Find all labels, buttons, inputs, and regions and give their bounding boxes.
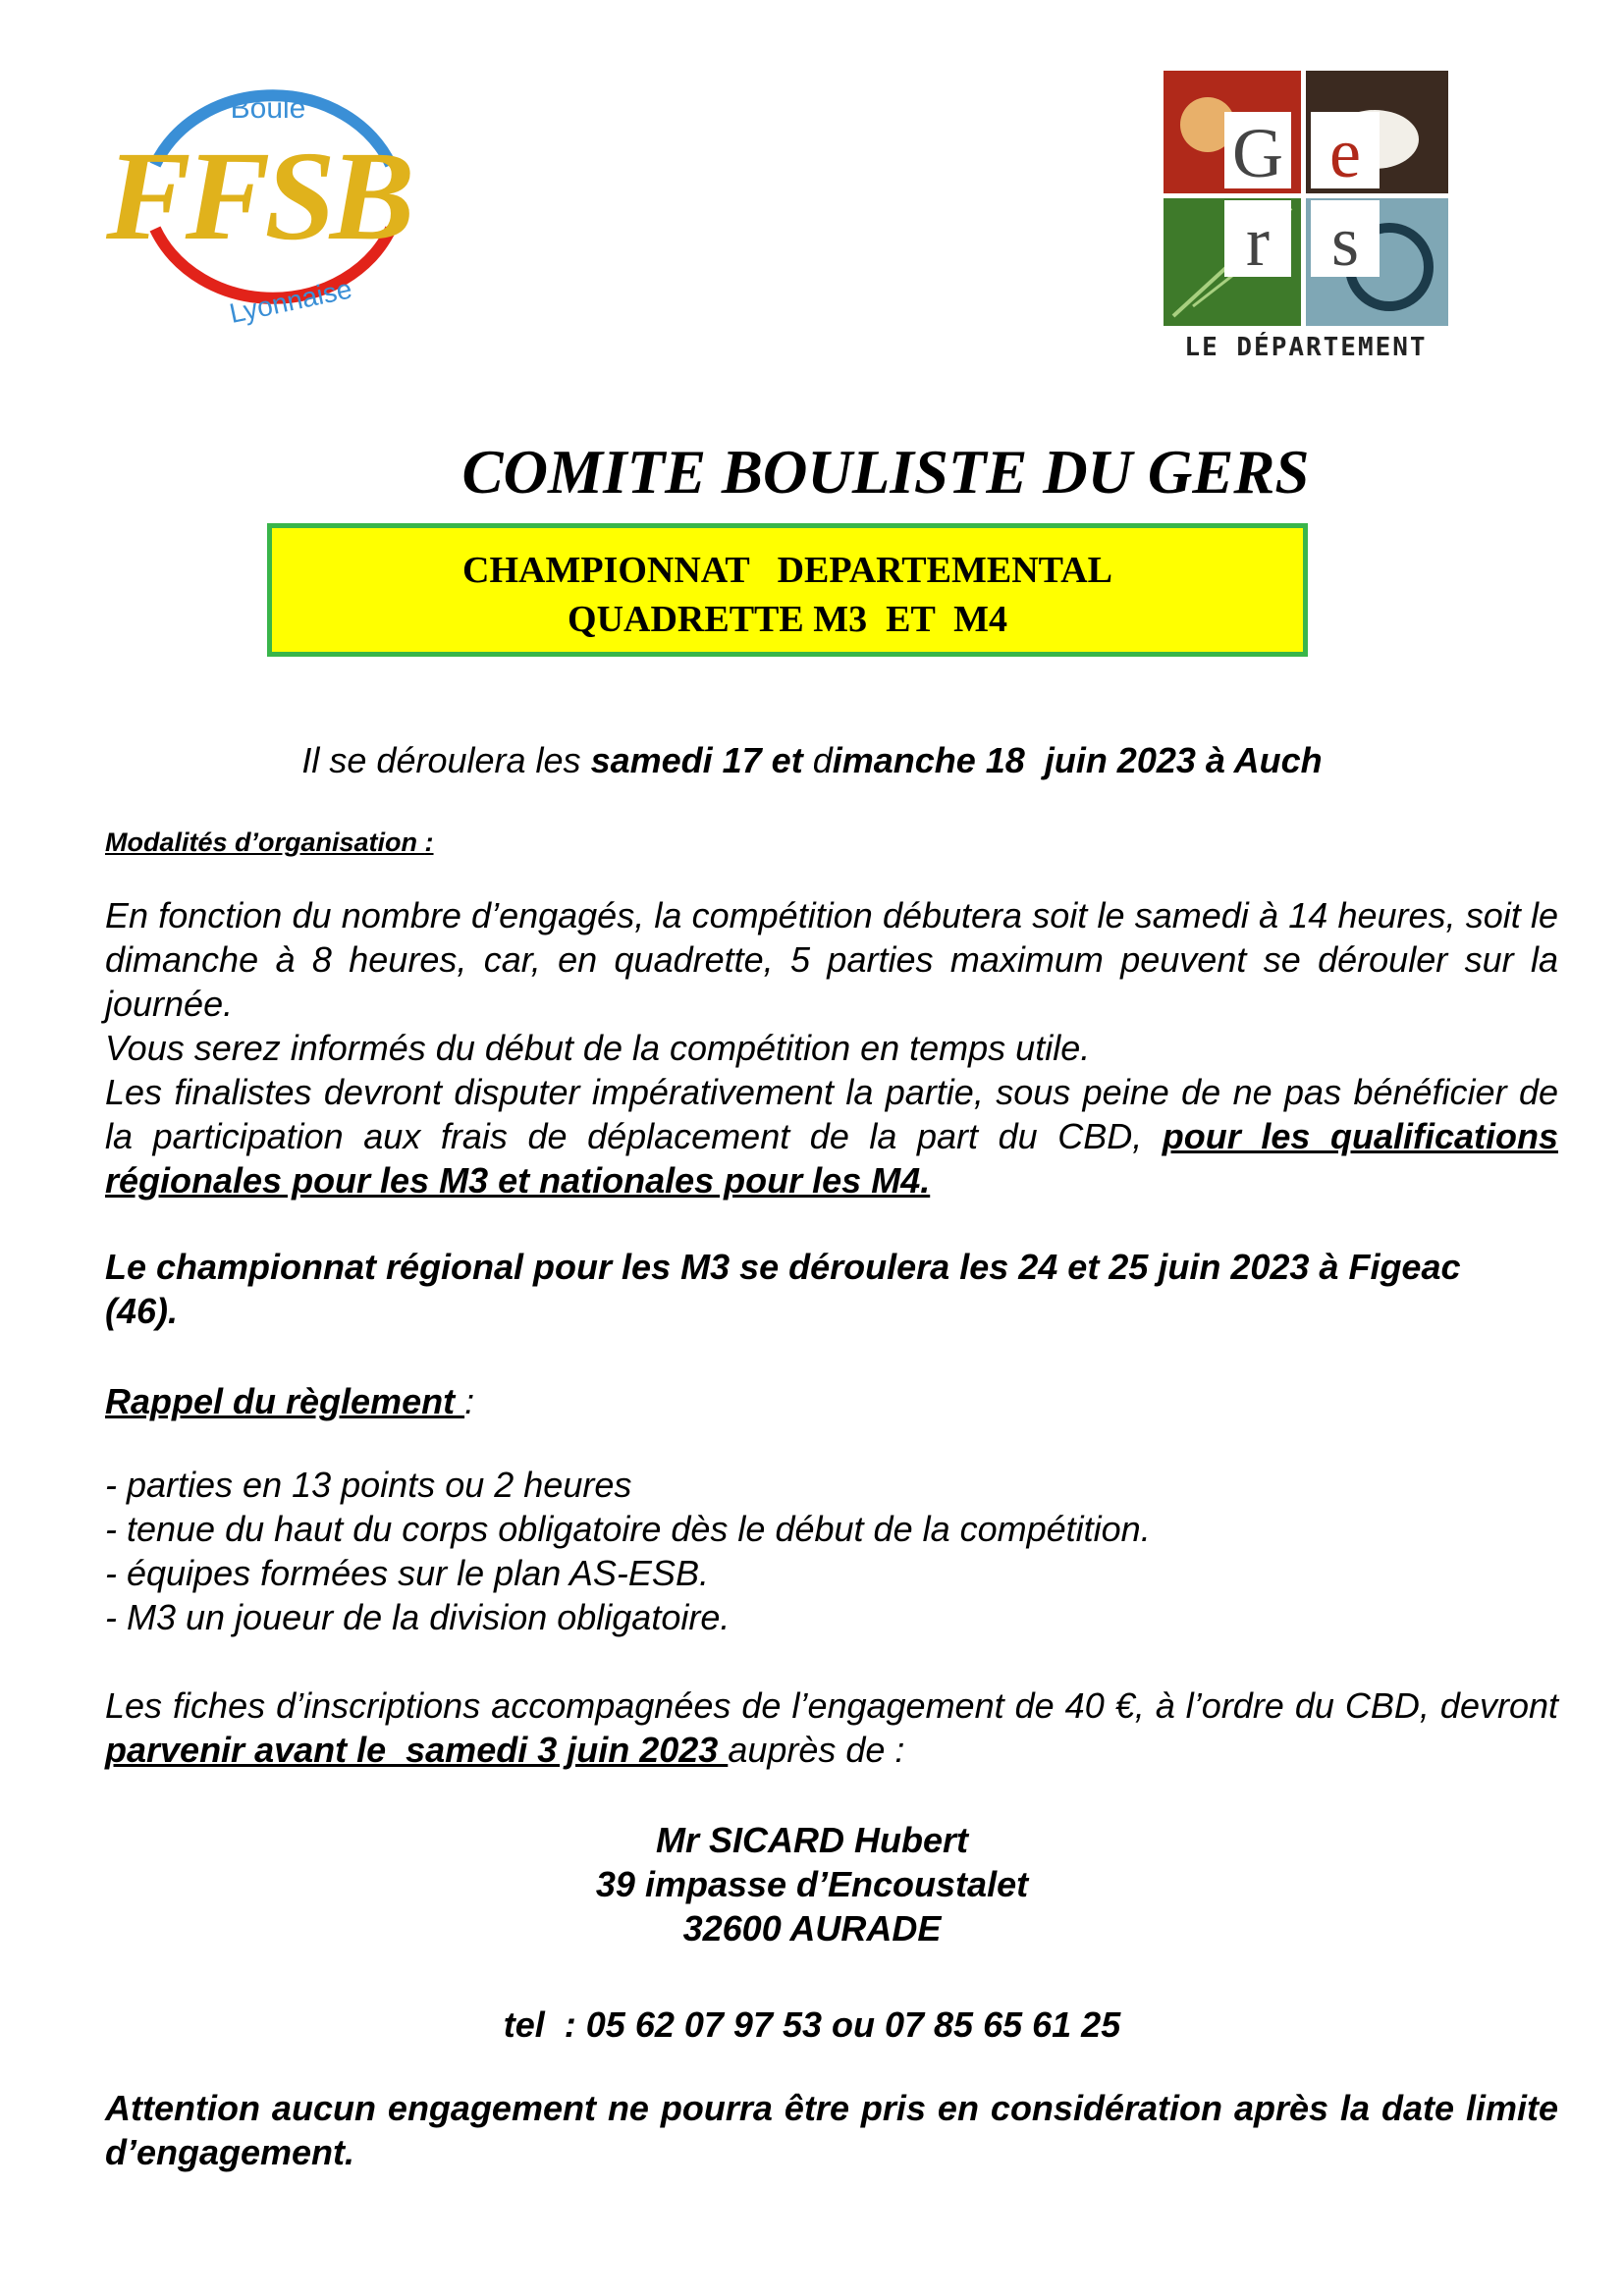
regional-championship-note: Le championnat régional pour les M3 se déroulera les 24 et 25 juin 2023 à Figeac (46). bbox=[105, 1247, 1461, 1331]
organisation-p3-emphasis: pour les qualifications régionales pour les M3 et nationales pour les M4. bbox=[105, 1116, 1558, 1201]
contact-address bbox=[105, 1818, 1519, 1950]
gers-tile-s: s bbox=[1330, 202, 1360, 281]
contact-phone: tel : 05 62 07 97 53 ou 07 85 65 61 25 bbox=[503, 2004, 1121, 2045]
rappel-colon: : bbox=[464, 1381, 475, 1421]
banner-line-2: QUADRETTE M3 ET M4 bbox=[568, 599, 1007, 640]
ffsb-logo bbox=[96, 57, 430, 332]
modalites-heading bbox=[105, 821, 1558, 865]
organisation-section bbox=[105, 893, 1558, 1202]
championship-banner bbox=[267, 523, 1308, 657]
intro-bold-2: imanche 18 juin 2023 à Auch bbox=[832, 740, 1323, 780]
contact-street: 39 impasse d’Encoustalet bbox=[595, 1864, 1029, 1904]
gers-tile-e: e bbox=[1329, 114, 1361, 192]
rule-item: - tenue du haut du corps obligatoire dès le début de la compétition. bbox=[105, 1509, 1151, 1549]
contact-city: 32600 AURADE bbox=[682, 1908, 942, 1949]
page-title: COMITE BOULISTE DU GERS bbox=[461, 438, 1310, 507]
organisation-paragraph-2: Vous serez informés du début de la compétition en temps utile. bbox=[105, 1028, 1091, 1068]
gers-tile-r: r bbox=[1246, 202, 1270, 281]
rules-list bbox=[105, 1463, 1558, 1639]
attention-notice: Attention aucun engagement ne pourra être pris en considération après la date limite d’engagement. bbox=[105, 2088, 1558, 2172]
event-dates bbox=[105, 738, 1519, 782]
rappel-heading bbox=[105, 1379, 1558, 1423]
registration-instructions bbox=[105, 1683, 1558, 1772]
rule-item: - équipes formées sur le plan AS-ESB. bbox=[105, 1553, 709, 1593]
gers-department-logo bbox=[1164, 71, 1448, 365]
organisation-paragraph-1: En fonction du nombre d’engagés, la compétition débutera soit le samedi à 14 heures, soit le dimanche à 8 heures, car, en quadrette, 5 parties maximum peuvent se dérouler sur la journée. bbox=[105, 895, 1558, 1024]
intro-plain: d bbox=[812, 740, 833, 780]
modalites-colon: : bbox=[424, 828, 434, 857]
fiches-suffix: auprès de : bbox=[728, 1730, 905, 1770]
organisation-paragraph-3 bbox=[105, 1070, 1558, 1202]
gers-tile-g: G bbox=[1232, 114, 1283, 192]
ffsb-boule-text: Boule bbox=[230, 92, 306, 125]
contact-name: Mr SICARD Hubert bbox=[655, 1820, 968, 1860]
intro-prefix: Il se déroulera les bbox=[301, 740, 591, 780]
modalites-label: Modalités d’organisation bbox=[105, 828, 425, 857]
organisation-p3-text: Les finalistes devront disputer impérativement la partie, sous peine de ne pas bénéficier de la participation aux frais de déplacement de la part du CBD, bbox=[105, 1072, 1558, 1156]
rappel-label: Rappel du règlement bbox=[105, 1381, 465, 1421]
rule-item: - parties en 13 points ou 2 heures bbox=[105, 1465, 632, 1505]
registration-deadline: parvenir avant le samedi 3 juin 2023 bbox=[105, 1730, 729, 1770]
intro-bold-1: samedi 17 et bbox=[590, 740, 813, 780]
rule-item: - M3 un joueur de la division obligatoire. bbox=[105, 1597, 731, 1637]
fiches-text: Les fiches d’inscriptions accompagnées de l’engagement de 40 €, à l’ordre du CBD, devront bbox=[105, 1685, 1558, 1726]
gers-caption: LE DÉPARTEMENT bbox=[1184, 333, 1428, 362]
ffsb-lyonnaise-text: Lyonnaise bbox=[226, 273, 355, 330]
banner-line-1: CHAMPIONNAT DEPARTEMENTAL bbox=[462, 550, 1112, 591]
ffsb-letters: FFSB bbox=[106, 126, 409, 267]
